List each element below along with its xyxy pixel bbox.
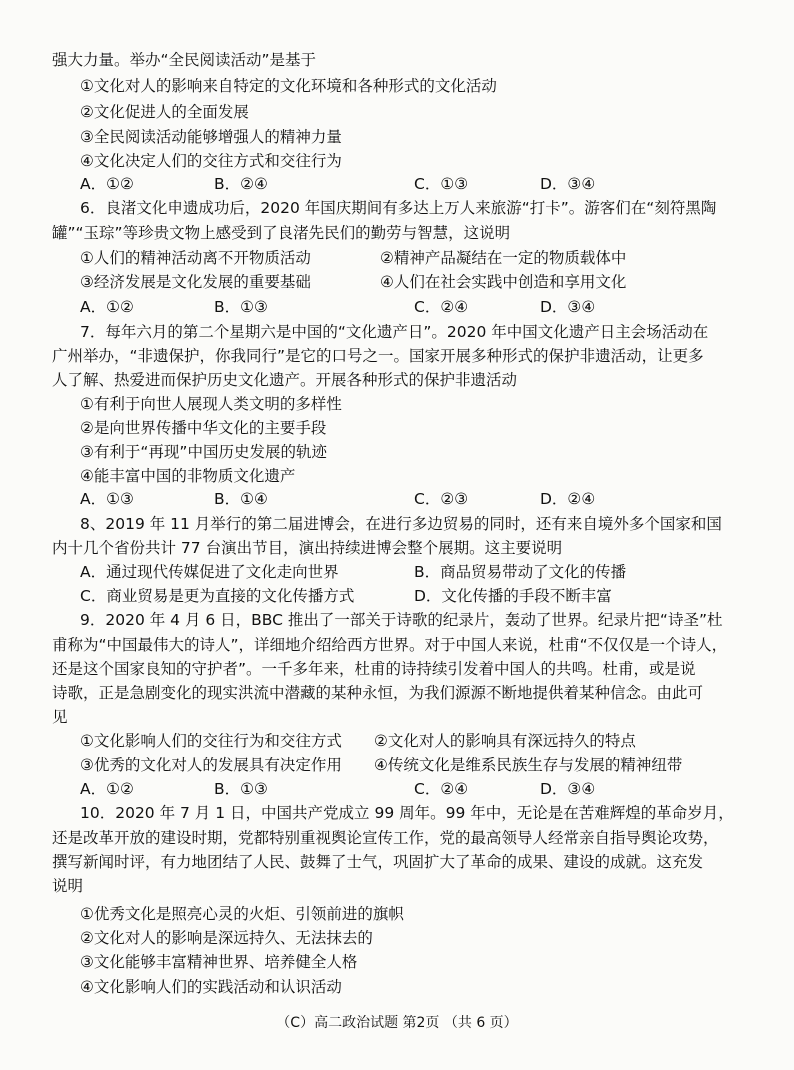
q7-option-d: D．②④ xyxy=(540,490,596,508)
q7-item-4: ④能丰富中国的非物质文化遗产 xyxy=(80,467,296,485)
q9-stem-2: 甫称为“中国最伟大的诗人”，详细地介绍给西方世界。对于中国人来说，杜甫“不仅仅是一个诗人， xyxy=(52,636,728,654)
q7-option-a: A．①③ xyxy=(80,490,134,508)
q8-stem-1: 8、2019 年 11 月举行的第二届进博会，在进行多边贸易的同时，还有来自境外多个国家和国 xyxy=(80,515,722,533)
q5-item-4: ④文化决定人们的交往方式和交往行为 xyxy=(80,152,342,170)
q9-option-b: B．①③ xyxy=(214,780,268,798)
q9-item-1: ①文化影响人们的交往行为和交往方式 xyxy=(80,732,342,750)
page-footer: （C）高二政治试题 第2页 （共 6 页） xyxy=(276,1015,518,1031)
q7-option-c: C．②③ xyxy=(414,490,469,508)
q8-option-d: D．文化传播的手段不断丰富 xyxy=(414,587,612,605)
q10-item-2: ②文化对人的影响是深远持久、无法抹去的 xyxy=(80,929,373,947)
q10-stem-3: 撰写新闻时评，有力地团结了人民、鼓舞了士气，巩固扩大了革命的成果、建设的成就。这充发 xyxy=(52,853,704,871)
q9-stem-4: 诗歌，正是急剧变化的现实洪流中潜藏的某种永恒，为我们源源不断地提供着某种信念。由此可 xyxy=(52,684,704,702)
q8-stem-2: 内十几个省份共计 77 台演出节目，演出持续进博会整个展期。这主要说明 xyxy=(52,539,563,557)
q5-option-a: A．①② xyxy=(80,175,134,193)
q5-option-b: B．②④ xyxy=(214,175,268,193)
q5-item-3: ③全民阅读活动能够增强人的精神力量 xyxy=(80,128,342,146)
q8-option-a: A．通过现代传媒促进了文化走向世界 xyxy=(80,563,339,581)
q7-stem-1: 7．每年六月的第二个星期六是中国的“文化遗产日”。2020 年中国文化遗产日主会场活动在 xyxy=(80,323,709,341)
q5-item-1: ①文化对人的影响来自特定的文化环境和各种形式的文化活动 xyxy=(80,77,497,95)
q10-stem-4: 说明 xyxy=(52,877,84,895)
q7-item-1: ①有利于向世人展现人类文明的多样性 xyxy=(80,395,342,413)
q9-stem-1: 9．2020 年 4 月 6 日，BBC 推出了一部关于诗歌的纪录片，轰动了世界。纪录片把“诗圣”杜 xyxy=(80,611,723,629)
q6-option-b: B．①③ xyxy=(214,298,268,316)
q6-item-2: ②精神产品凝结在一定的物质载体中 xyxy=(380,249,627,267)
q6-item-3: ③经济发展是文化发展的重要基础 xyxy=(80,273,311,291)
q9-item-3: ③优秀的文化对人的发展具有决定作用 xyxy=(80,756,342,774)
q9-option-d: D．③④ xyxy=(540,780,596,798)
q9-option-a: A．①② xyxy=(80,780,134,798)
q6-item-1: ①人们的精神活动离不开物质活动 xyxy=(80,249,311,267)
q6-option-c: C．②④ xyxy=(414,298,469,316)
q5-item-2: ②文化促进人的全面发展 xyxy=(80,103,249,121)
q10-stem-1: 10．2020 年 7 月 1 日，中国共产党成立 99 周年。99 年中，无论是在苦难辉煌的革命岁月， xyxy=(80,804,734,822)
q5-option-d: D．③④ xyxy=(540,175,596,193)
q6-stem-2: 罐”“玉琮”等珍贵文物上感受到了良渚先民们的勤劳与智慧，这说明 xyxy=(52,224,511,242)
q7-stem-2: 广州举办，“非遗保护，你我同行”是它的口号之一。国家开展多种形式的保护非遗活动，让更多 xyxy=(52,347,704,365)
q10-item-1: ①优秀文化是照亮心灵的火炬、引领前进的旗帜 xyxy=(80,905,404,923)
q6-option-d: D．③④ xyxy=(540,298,596,316)
q6-stem-1: 6．良渚文化申遗成功后，2020 年国庆期间有多达上万人来旅游“打卡”。游客们在“刻符黑陶 xyxy=(80,199,717,217)
q9-stem-5: 见 xyxy=(52,708,68,726)
q8-option-c: C．商业贸易是更为直接的文化传播方式 xyxy=(80,587,355,605)
q7-option-b: B．①④ xyxy=(214,490,268,508)
q7-item-3: ③有利于“再现”中国历史发展的轨迹 xyxy=(80,443,327,461)
q6-option-a: A．①② xyxy=(80,298,134,316)
q9-stem-3: 还是这个国家良知的守护者”。一千多年来，杜甫的诗持续引发着中国人的共鸣。杜甫，或是说 xyxy=(52,660,696,678)
q10-item-4: ④文化影响人们的实践活动和认识活动 xyxy=(80,978,342,996)
q7-stem-3: 人了解、热爱进而保护历史文化遗产。开展各种形式的保护非遗活动 xyxy=(52,371,518,389)
q10-stem-2: 还是改革开放的建设时期，党都特别重视舆论宣传工作，党的最高领导人经常亲自指导舆论攻势， xyxy=(52,829,719,847)
q5-option-c: C．①③ xyxy=(414,175,469,193)
q9-item-4: ④传统文化是维系民族生存与发展的精神纽带 xyxy=(374,756,683,774)
q10-item-3: ③文化能够丰富精神世界、培养健全人格 xyxy=(80,953,358,971)
q6-item-4: ④人们在社会实践中创造和享用文化 xyxy=(380,273,627,291)
q8-option-b: B．商品贸易带动了文化的传播 xyxy=(414,563,627,581)
q5-stem: 强大力量。举办“全民阅读活动”是基于 xyxy=(52,51,317,69)
q9-option-c: C．②④ xyxy=(414,780,469,798)
q7-item-2: ②是向世界传播中华文化的主要手段 xyxy=(80,419,327,437)
q9-item-2: ②文化对人的影响具有深远持久的特点 xyxy=(374,732,636,750)
